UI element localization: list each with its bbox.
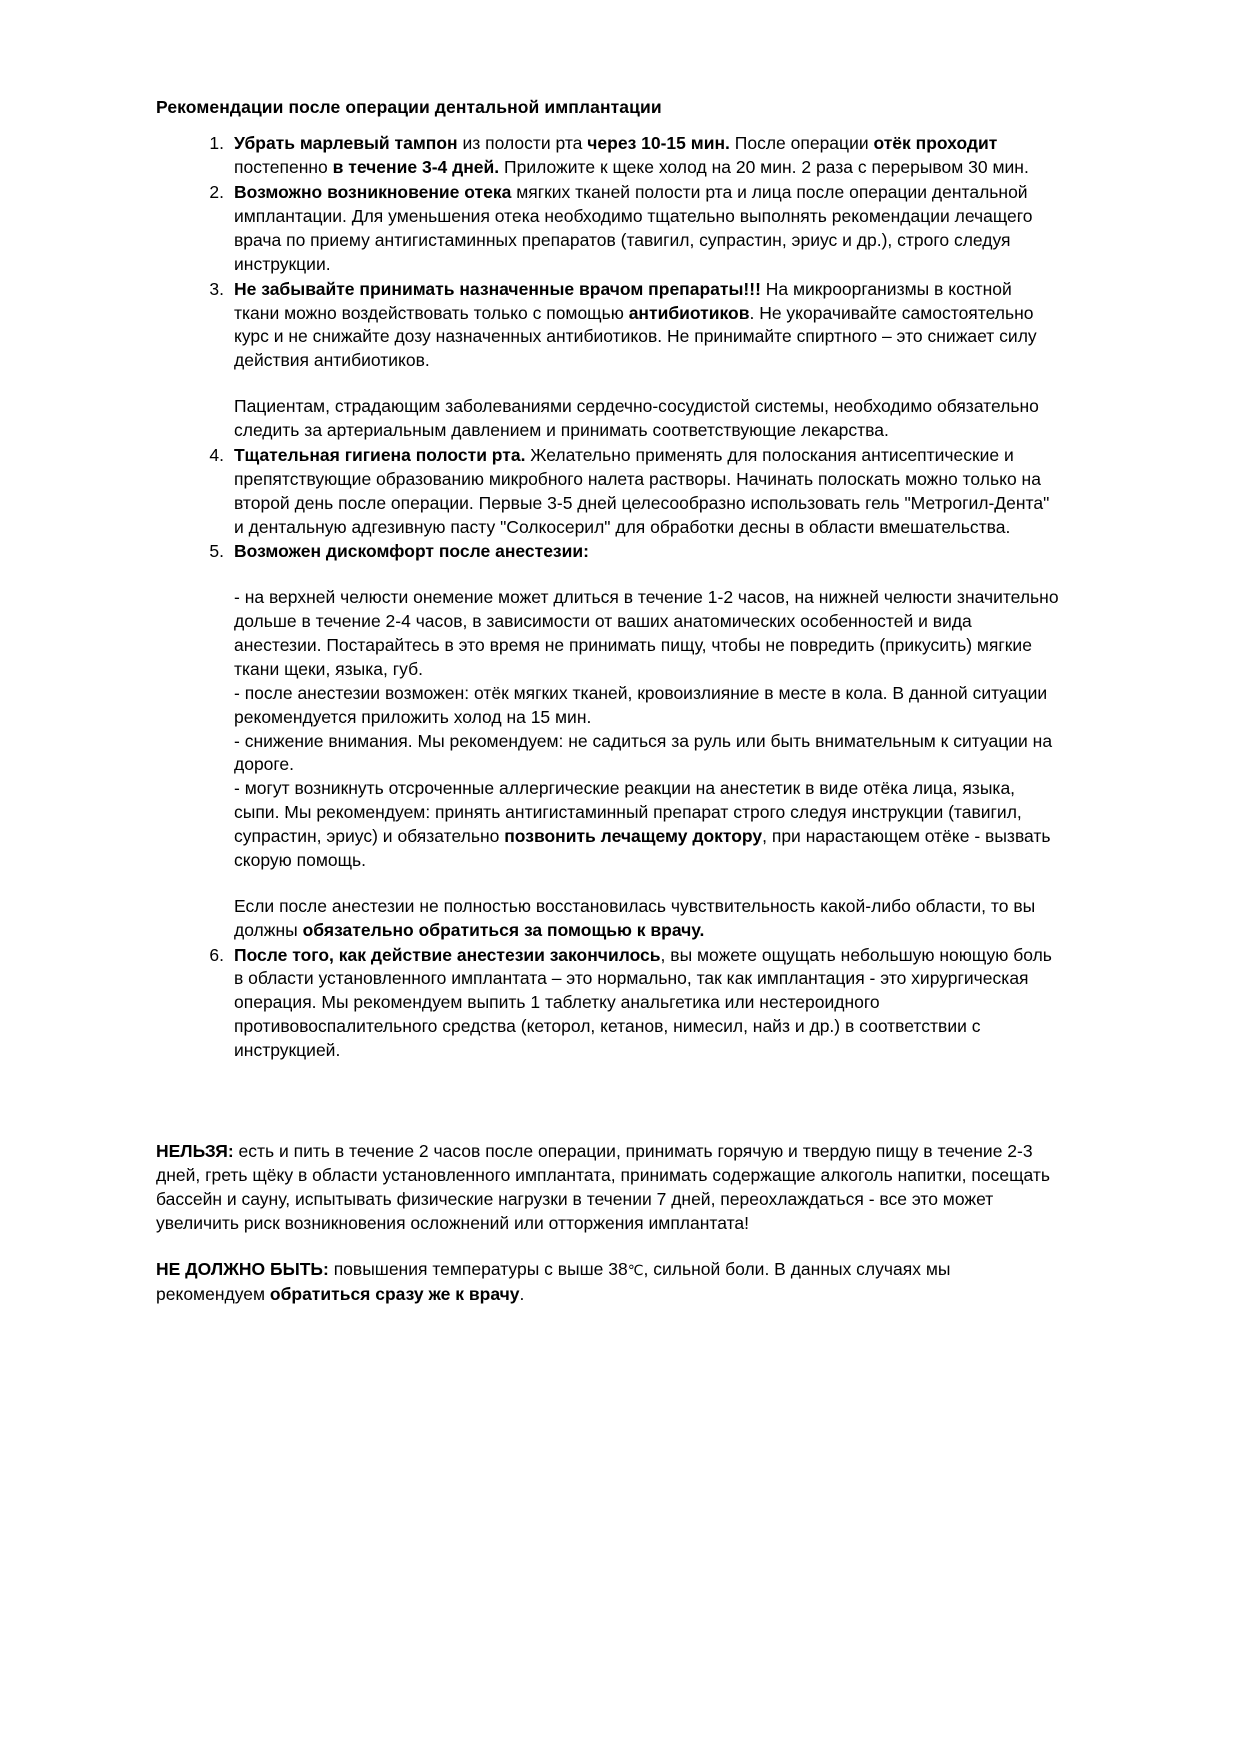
sub-bullet-group <box>234 586 1060 873</box>
body-text: есть и пить в течение 2 часов после операции, принимать горячую и твердую пищу в течение 2-3 дней, греть щёку в области установленного имплантата, принимать содержащие алкоголь напитки, посещать бассейн и сауну, испытывать физические нагрузки в течении 7 дней, переохлаждаться - все это может увеличить риск возникновения осложнений или отторжения имплантата! <box>156 1140 1050 1234</box>
list-item <box>234 944 1060 1063</box>
body-text: После операции <box>729 133 874 154</box>
emphasis-text: в течение 3-4 дней. <box>332 157 500 178</box>
body-text: - после анестезии возможен: отёк мягких тканей, кровоизлияние в месте в кола. В данной ситуации рекомендуется приложить холод на 15 мин. <box>234 682 1048 727</box>
sub-bullet <box>234 777 1060 873</box>
emphasis-text: позвонить лечащему доктору <box>504 826 763 847</box>
list-item-note <box>234 895 1060 943</box>
body-text: На микроорганизмы в костной ткани можно воздействовать только с помощью <box>234 278 1012 323</box>
emphasis-text: НЕЛЬЗЯ: <box>156 1140 234 1161</box>
body-text: постепенно <box>234 157 333 178</box>
list-item <box>234 278 1060 443</box>
restriction-paragraph <box>156 1257 1060 1305</box>
body-text: - на верхней челюсти онемение может длиться в течение 1-2 часов, на нижней челюсти значительно дольше в течение 2-4 часов, в зависимости от ваших анатомических особенностей и вида анестезии. Постарайтесь в это время не принимать пищу, чтобы не повредить (прикусить) мягкие ткани щеки, языка, губ. <box>234 587 1059 679</box>
list-item-body <box>234 540 1060 564</box>
emphasis-text: Убрать марлевый тампон <box>234 133 458 154</box>
emphasis-text: антибиотиков <box>628 302 750 323</box>
restrictions-block <box>156 1139 1060 1306</box>
list-item-body <box>234 444 1060 540</box>
list-item <box>234 132 1060 180</box>
body-text: , при нарастающем отёке - вызвать скорую помощь. <box>234 826 1051 870</box>
page-title: Рекомендации после операции дентальной имплантации <box>156 97 662 117</box>
restriction-paragraph <box>156 1139 1060 1236</box>
sub-bullet <box>234 682 1060 730</box>
emphasis-text: НЕ ДОЛЖНО БЫТЬ: <box>156 1259 329 1280</box>
emphasis-text: После того, как действие анестезии закончилось <box>234 944 661 965</box>
list-item-body <box>234 132 1060 180</box>
emphasis-text: обязательно обратиться за помощью к врачу. <box>302 919 705 940</box>
body-text: - снижение внимания. Мы рекомендуем: не садиться за руль или быть внимательным к ситуации на дороге. <box>234 730 1053 775</box>
body-text: , сильной боли. В данных случаях мы рекомендуем <box>156 1259 951 1304</box>
emphasis-text: Тщательная гигиена полости рта. <box>234 444 526 465</box>
body-text: повышения температуры с выше 38 <box>328 1259 628 1280</box>
sub-bullet <box>234 730 1060 778</box>
body-text: Если после анестезии не полностью восстановилась чувствительность какой-либо области, то вы должны <box>234 895 1036 940</box>
recommendations-list <box>156 132 1060 1063</box>
body-text: . <box>519 1283 525 1304</box>
emphasis-text: Не забывайте принимать назначенные врачом препараты!!! <box>234 278 761 299</box>
body-text: Желательно применять для полоскания антисептические и препятствующие образованию микробного налета растворы. Начинать полоскать можно только на второй день после операции. Первые 3-5 дней целесообразно использовать гель "Метрогил-Дента" и дентальную адгезивную пасту "Солкосерил" для обработки десны в области вмешательства. <box>234 444 1050 537</box>
body-text: ℃ <box>627 1262 644 1279</box>
emphasis-text: отёк проходит <box>873 133 998 154</box>
list-item-body <box>234 944 1060 1063</box>
emphasis-text: Возможен дискомфорт после анестезии: <box>234 541 589 562</box>
emphasis-text: обратиться сразу же к врачу <box>269 1283 520 1304</box>
list-item <box>234 540 1060 942</box>
body-text: - могут возникнуть отсроченные аллергические реакции на анестетик в виде отёка лица, языка, сыпи. Мы рекомендуем: принять антигистаминный препарат строго следуя инструкции (тавигил, супрастин, эриус) и обязательно <box>234 778 1022 847</box>
body-text: Приложите к щеке холод на 20 мин. 2 раза с перерывом 30 мин. <box>499 157 1029 178</box>
body-text: из полости рта <box>457 133 588 154</box>
list-item-body <box>234 278 1060 374</box>
list-item-body <box>234 181 1060 277</box>
list-item <box>234 444 1060 540</box>
sub-bullet <box>234 586 1060 682</box>
list-item-note: Пациентам, страдающим заболеваниями сердечно-сосудистой системы, необходимо обязательно следить за артериальным давлением и принимать соответствующие лекарства. <box>234 396 1039 441</box>
body-text: , вы можете ощущать небольшую ноющую боль в области установленного имплантата – это нормально, так как имплантация - это хирургическая операция. Мы рекомендуем выпить 1 таблетку анальгетика или нестероидного противовоспалительного средства (кеторол, кетанов, нимесил, найз и др.) в соответствии с инструкцией. <box>234 944 1052 1061</box>
body-text: мягких тканей полости рта и лица после операции дентальной имплантации. Для уменьшения отека необходимо тщательно выполнять рекомендации лечащего врача по приему антигистаминных препаратов (тавигил, супрастин, эриус и др.), строго следуя инструкции. <box>234 182 1033 274</box>
list-item <box>234 181 1060 277</box>
emphasis-text: через 10-15 мин. <box>587 133 730 154</box>
body-text: . Не укорачивайте самостоятельно курс и не снижайте дозу назначенных антибиотиков. Не принимайте спиртного – это снижает силу действия антибиотиков. <box>234 302 1037 371</box>
emphasis-text: Возможно возникновение отека <box>234 182 512 203</box>
